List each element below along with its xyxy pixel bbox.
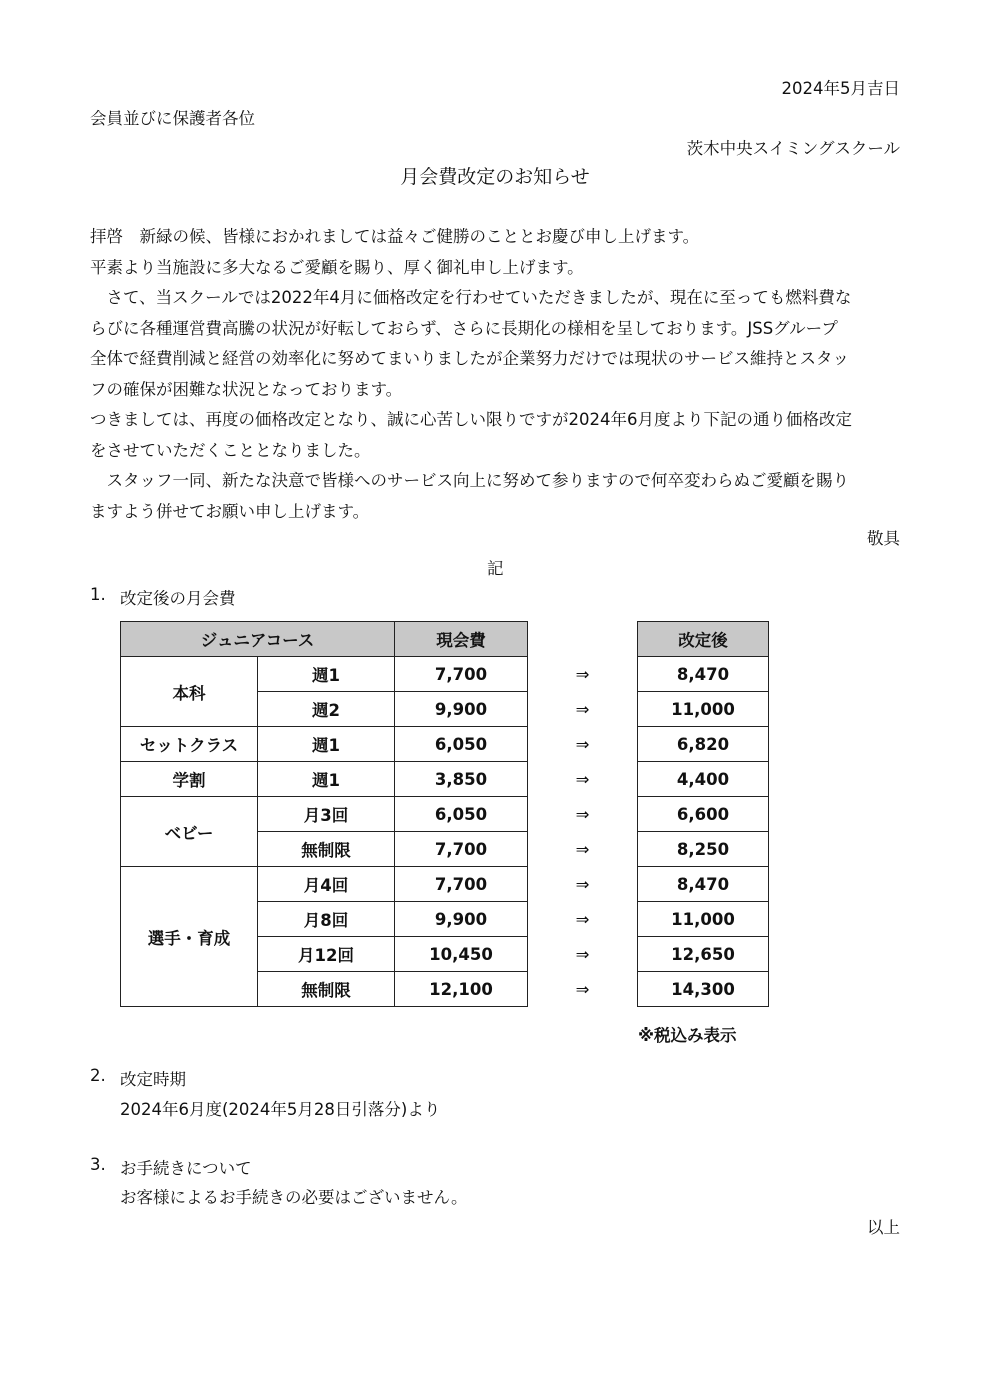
section-3-heading: お手続きについて: [120, 1159, 252, 1178]
section-1-number: 1.: [90, 585, 106, 604]
course-name: ベビー: [121, 797, 258, 867]
sender: 茨木中央スイミングスクール: [686, 139, 900, 158]
frequency: 月3回: [258, 797, 395, 832]
arrow-icon: ⇒: [575, 804, 590, 824]
revised-fee: 12,650: [638, 937, 769, 972]
frequency: 週1: [258, 762, 395, 797]
header-revised-fee: 改定後: [638, 622, 769, 657]
arrow-icon: ⇒: [575, 839, 590, 859]
course-name: 学割: [121, 762, 258, 797]
revised-fee: 4,400: [638, 762, 769, 797]
section-3-text: お客様によるお手続きの必要はございません。: [120, 1188, 468, 1207]
current-fee: 9,900: [395, 692, 528, 727]
revised-fee: 11,000: [638, 692, 769, 727]
arrow-icon: ⇒: [575, 944, 590, 964]
current-fee: 6,050: [395, 797, 528, 832]
section-2-heading: 改定時期: [120, 1070, 186, 1089]
body-line: フの確保が困難な状況となっております。: [90, 379, 403, 399]
section-2-text: 2024年6月度(2024年5月28日引落分)より: [120, 1100, 441, 1119]
section-1-heading: 改定後の月会費: [120, 589, 236, 608]
section-2-number: 2.: [90, 1066, 106, 1085]
table-row: [121, 797, 769, 832]
current-fee: 12,100: [395, 972, 528, 1007]
body-line: 平素より当施設に多大なるご愛顧を賜り、厚く御礼申し上げます。: [90, 257, 584, 277]
course-name: 本科: [121, 657, 258, 727]
revised-fee: 14,300: [638, 972, 769, 1007]
revised-fee: 8,470: [638, 867, 769, 902]
body-line: をさせていただくこととなりました。: [90, 440, 371, 460]
body-line: 拝啓 新緑の候、皆様におかれましては益々ご健勝のこととお慶び申し上げます。: [90, 227, 700, 246]
document-date: 2024年5月吉日: [781, 79, 900, 98]
body-line: 全体で経費削減と経営の効率化に努めてまいりましたが企業努力だけでは現状のサービス維持とスタッ: [90, 349, 849, 368]
recipient: 会員並びに保護者各位: [90, 109, 255, 128]
header-current-fee: 現会費: [395, 622, 528, 657]
current-fee: 6,050: [395, 727, 528, 762]
revised-fee: 8,250: [638, 832, 769, 867]
arrow-icon: ⇒: [575, 909, 590, 929]
frequency: 月12回: [258, 937, 395, 972]
page-title: 月会費改定のお知らせ: [400, 166, 590, 188]
frequency: 月8回: [258, 902, 395, 937]
frequency: 週2: [258, 692, 395, 727]
body-line: らびに各種運営費高騰の状況が好転しておらず、さらに長期化の様相を呈しております。JSSグループ: [90, 318, 838, 338]
course-name: 選手・育成: [121, 867, 258, 1007]
body-line: ますよう併せてお願い申し上げます。: [90, 501, 370, 521]
revised-fee: 11,000: [638, 902, 769, 937]
current-fee: 3,850: [395, 762, 528, 797]
frequency: 月4回: [258, 867, 395, 902]
course-name: セットクラス: [121, 727, 258, 762]
body-line: つきましては、再度の価格改定となり、誠に心苦しい限りですが2024年6月度より下記の通り価格改定: [90, 410, 852, 429]
arrow-icon: ⇒: [575, 874, 590, 894]
current-fee: 7,700: [395, 657, 528, 692]
table-row: [121, 657, 769, 692]
letter-body: [90, 222, 902, 527]
revised-fee: 6,600: [638, 797, 769, 832]
section-3-number: 3.: [90, 1155, 106, 1174]
current-fee: 7,700: [395, 867, 528, 902]
frequency: 週1: [258, 657, 395, 692]
closing-keigu: 敬具: [867, 529, 900, 548]
table-row: [121, 762, 769, 797]
current-fee: 9,900: [395, 902, 528, 937]
current-fee: 10,450: [395, 937, 528, 972]
arrow-icon: ⇒: [575, 734, 590, 754]
frequency: 無制限: [258, 832, 395, 867]
table-row: [121, 867, 769, 902]
tax-note: ※税込み表示: [638, 1026, 737, 1045]
frequency: 無制限: [258, 972, 395, 1007]
revised-fee: 6,820: [638, 727, 769, 762]
arrow-icon: ⇒: [575, 699, 590, 719]
body-line: さて、当スクールでは2022年4月に価格改定を行わせていただきましたが、現在に至っても燃料費な: [106, 288, 852, 307]
frequency: 週1: [258, 727, 395, 762]
arrow-icon: ⇒: [575, 769, 590, 789]
table-row: [121, 727, 769, 762]
arrow-icon: ⇒: [575, 664, 590, 684]
arrow-icon: ⇒: [575, 979, 590, 999]
header-course: ジュニアコース: [121, 622, 395, 657]
body-line: スタッフ一同、新たな決意で皆様へのサービス向上に努めて参りますので何卒変わらぬご愛顧を賜り: [106, 471, 849, 490]
ki-marker: 記: [487, 559, 504, 578]
end-marker: 以上: [867, 1218, 900, 1237]
revised-fee: 8,470: [638, 657, 769, 692]
fee-table: [120, 621, 769, 1007]
current-fee: 7,700: [395, 832, 528, 867]
